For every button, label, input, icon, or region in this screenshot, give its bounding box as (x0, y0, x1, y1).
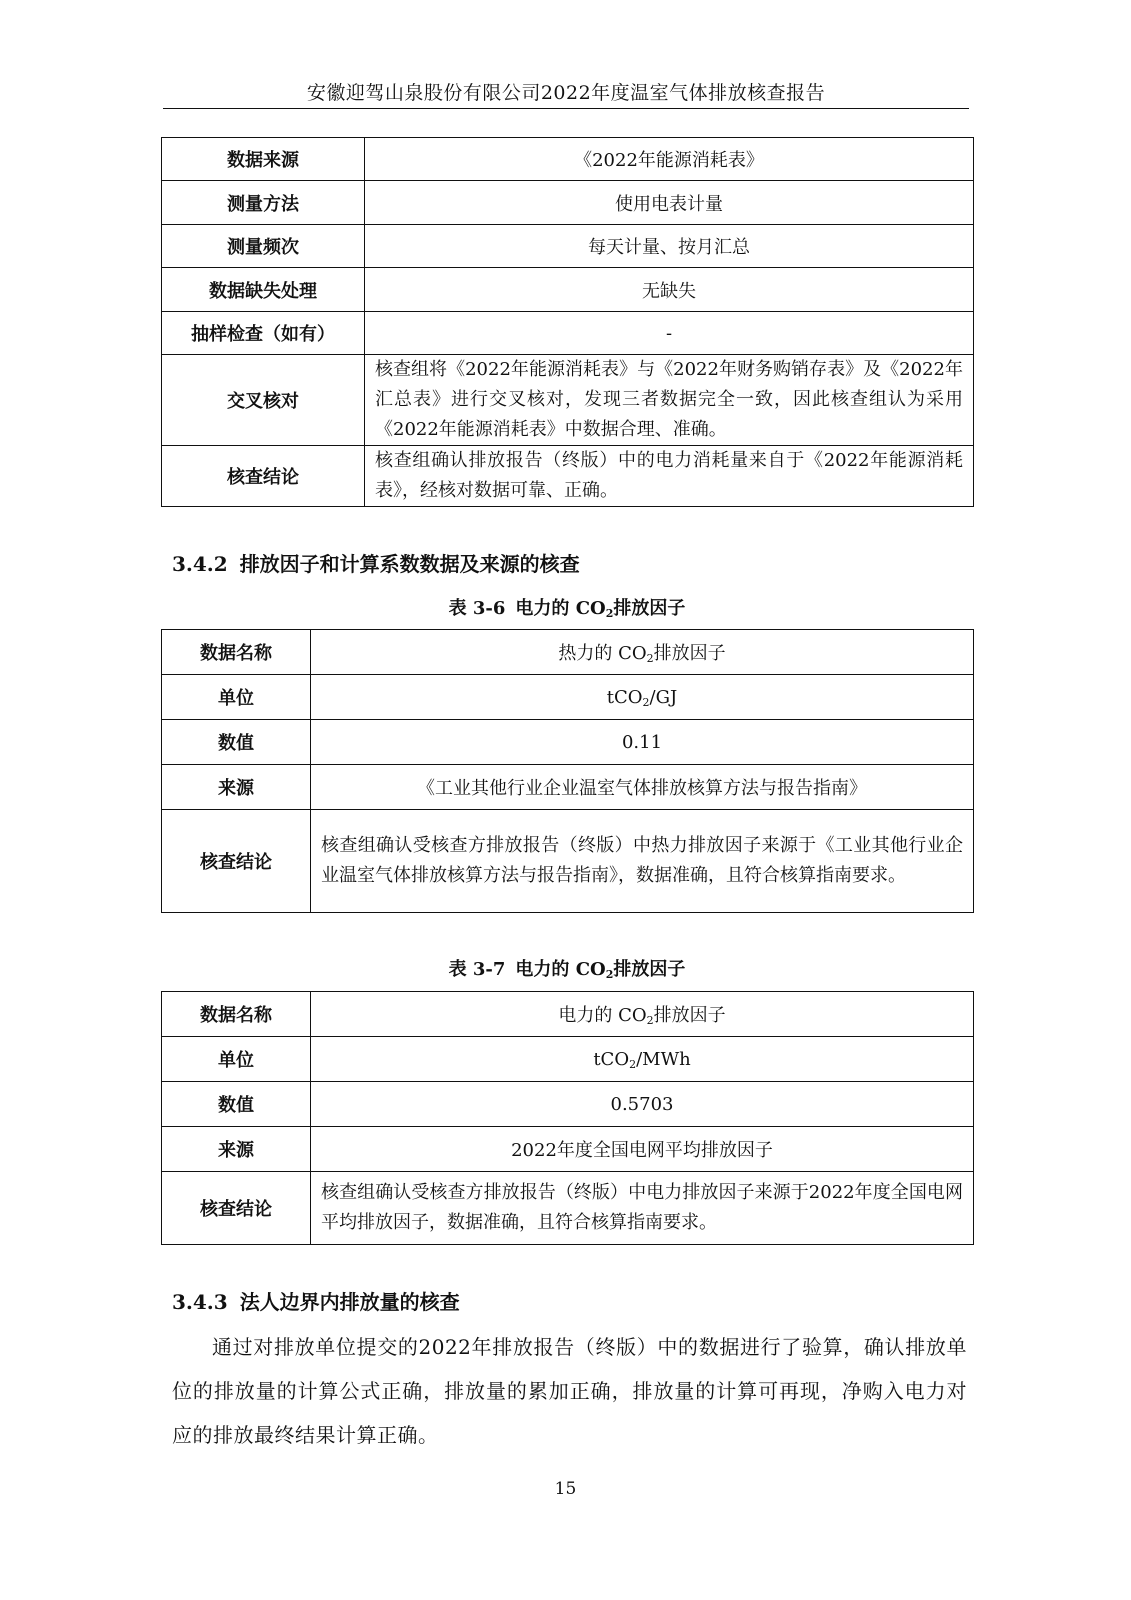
row-label: 核查结论 (162, 810, 311, 913)
page-number: 15 (554, 1479, 577, 1499)
heat-emission-factor-table (161, 629, 974, 913)
caption-text-end: 排放因子 (613, 598, 686, 619)
row-label: 数据名称 (162, 630, 311, 675)
table-row (162, 138, 974, 181)
caption-number: 表 3-6 (448, 598, 506, 619)
table-row (162, 720, 974, 765)
electricity-emission-factor-table (161, 991, 974, 1245)
row-label: 单位 (162, 675, 311, 720)
row-value: tCO$_2$/MWh (311, 1037, 974, 1082)
row-value: 热力的 $CO_2$排放因子 (311, 630, 974, 675)
row-value: 核查组确认受核查方排放报告（终版）中电力排放因子来源于2022年度全国电网平均排放因子，数据准确，且符合核算指南要求。 (311, 1172, 974, 1245)
caption-number: 表 3-7 (448, 959, 506, 980)
row-label: 数值 (162, 720, 311, 765)
body-paragraph: 通过对排放单位提交的2022年排放报告（终版）中的数据进行了验算，确认排放单位的排放量的计算公式正确，排放量的累加正确，排放量的计算可再现，净购入电力对应的排放最终结果计算正确。 (172, 1335, 967, 1447)
row-value: 2022年度全国电网平均排放因子 (311, 1127, 974, 1172)
table-row (162, 355, 974, 446)
row-label: 测量频次 (162, 225, 365, 268)
table-row (162, 312, 974, 355)
table-row (162, 1172, 974, 1245)
row-value: 每天计量、按月汇总 (365, 225, 974, 268)
caption-subscript: 2 (605, 968, 614, 981)
row-value: 《工业其他行业企业温室气体排放核算方法与报告指南》 (311, 765, 974, 810)
page-header: 安徽迎驾山泉股份有限公司2022年度温室气体排放核查报告 (306, 82, 826, 104)
table-row (162, 268, 974, 312)
row-value: - (365, 312, 974, 355)
table-row (162, 765, 974, 810)
table-row (162, 225, 974, 268)
table-row (162, 1082, 974, 1127)
caption-subscript: 2 (605, 607, 614, 620)
row-label: 数值 (162, 1082, 311, 1127)
table-row (162, 810, 974, 913)
row-label: 交叉核对 (162, 355, 365, 446)
section-title: 排放因子和计算系数数据及来源的核查 (239, 552, 580, 576)
table-row (162, 1127, 974, 1172)
row-label: 单位 (162, 1037, 311, 1082)
table-row (162, 1037, 974, 1082)
row-value: 《2022年能源消耗表》 (365, 138, 974, 181)
section-heading-3-4-3 (172, 1286, 460, 1315)
row-label: 来源 (162, 1127, 311, 1172)
row-label: 数据缺失处理 (162, 268, 365, 312)
table-row (162, 630, 974, 675)
row-label: 数据来源 (162, 138, 365, 181)
row-label: 核查结论 (162, 446, 365, 507)
caption-text: 电力的 CO (515, 959, 606, 980)
row-value: 使用电表计量 (365, 181, 974, 225)
row-label: 抽样检查（如有） (162, 312, 365, 355)
caption-text-end: 排放因子 (613, 959, 686, 980)
table-row (162, 992, 974, 1037)
row-value: 核查组确认受核查方排放报告（终版）中热力排放因子来源于《工业其他行业企业温室气体排放核算方法与报告指南》，数据准确，且符合核算指南要求。 (311, 810, 974, 913)
row-value: 电力的 $CO_2$排放因子 (311, 992, 974, 1037)
section-title: 法人边界内排放量的核查 (239, 1290, 460, 1314)
row-value: 核查组将《2022年能源消耗表》与《2022年财务购销存表》及《2022年汇总表》进行交叉核对，发现三者数据完全一致，因此核查组认为采用《2022年能源消耗表》中数据合理、准确。 (365, 355, 974, 446)
header-rule (163, 108, 969, 109)
row-value: 核查组确认排放报告（终版）中的电力消耗量来自于《2022年能源消耗表》，经核对数据可靠、正确。 (365, 446, 974, 507)
caption-text: 电力的 CO (515, 598, 606, 619)
row-value: 无缺失 (365, 268, 974, 312)
electricity-data-table (161, 137, 974, 507)
section-number: 3.4.3 (172, 1290, 228, 1314)
table-row (162, 675, 974, 720)
section-heading-3-4-2 (172, 548, 580, 577)
table-row (162, 181, 974, 225)
row-label: 数据名称 (162, 992, 311, 1037)
row-label: 核查结论 (162, 1172, 311, 1245)
table-caption-3-7 (161, 955, 973, 981)
row-value: 0.11 (311, 720, 974, 765)
row-value: tCO$_2$/GJ (311, 675, 974, 720)
row-label: 来源 (162, 765, 311, 810)
table-row (162, 446, 974, 507)
section-number: 3.4.2 (172, 552, 228, 576)
row-label: 测量方法 (162, 181, 365, 225)
row-value: 0.5703 (311, 1082, 974, 1127)
table-caption-3-6 (161, 594, 973, 620)
